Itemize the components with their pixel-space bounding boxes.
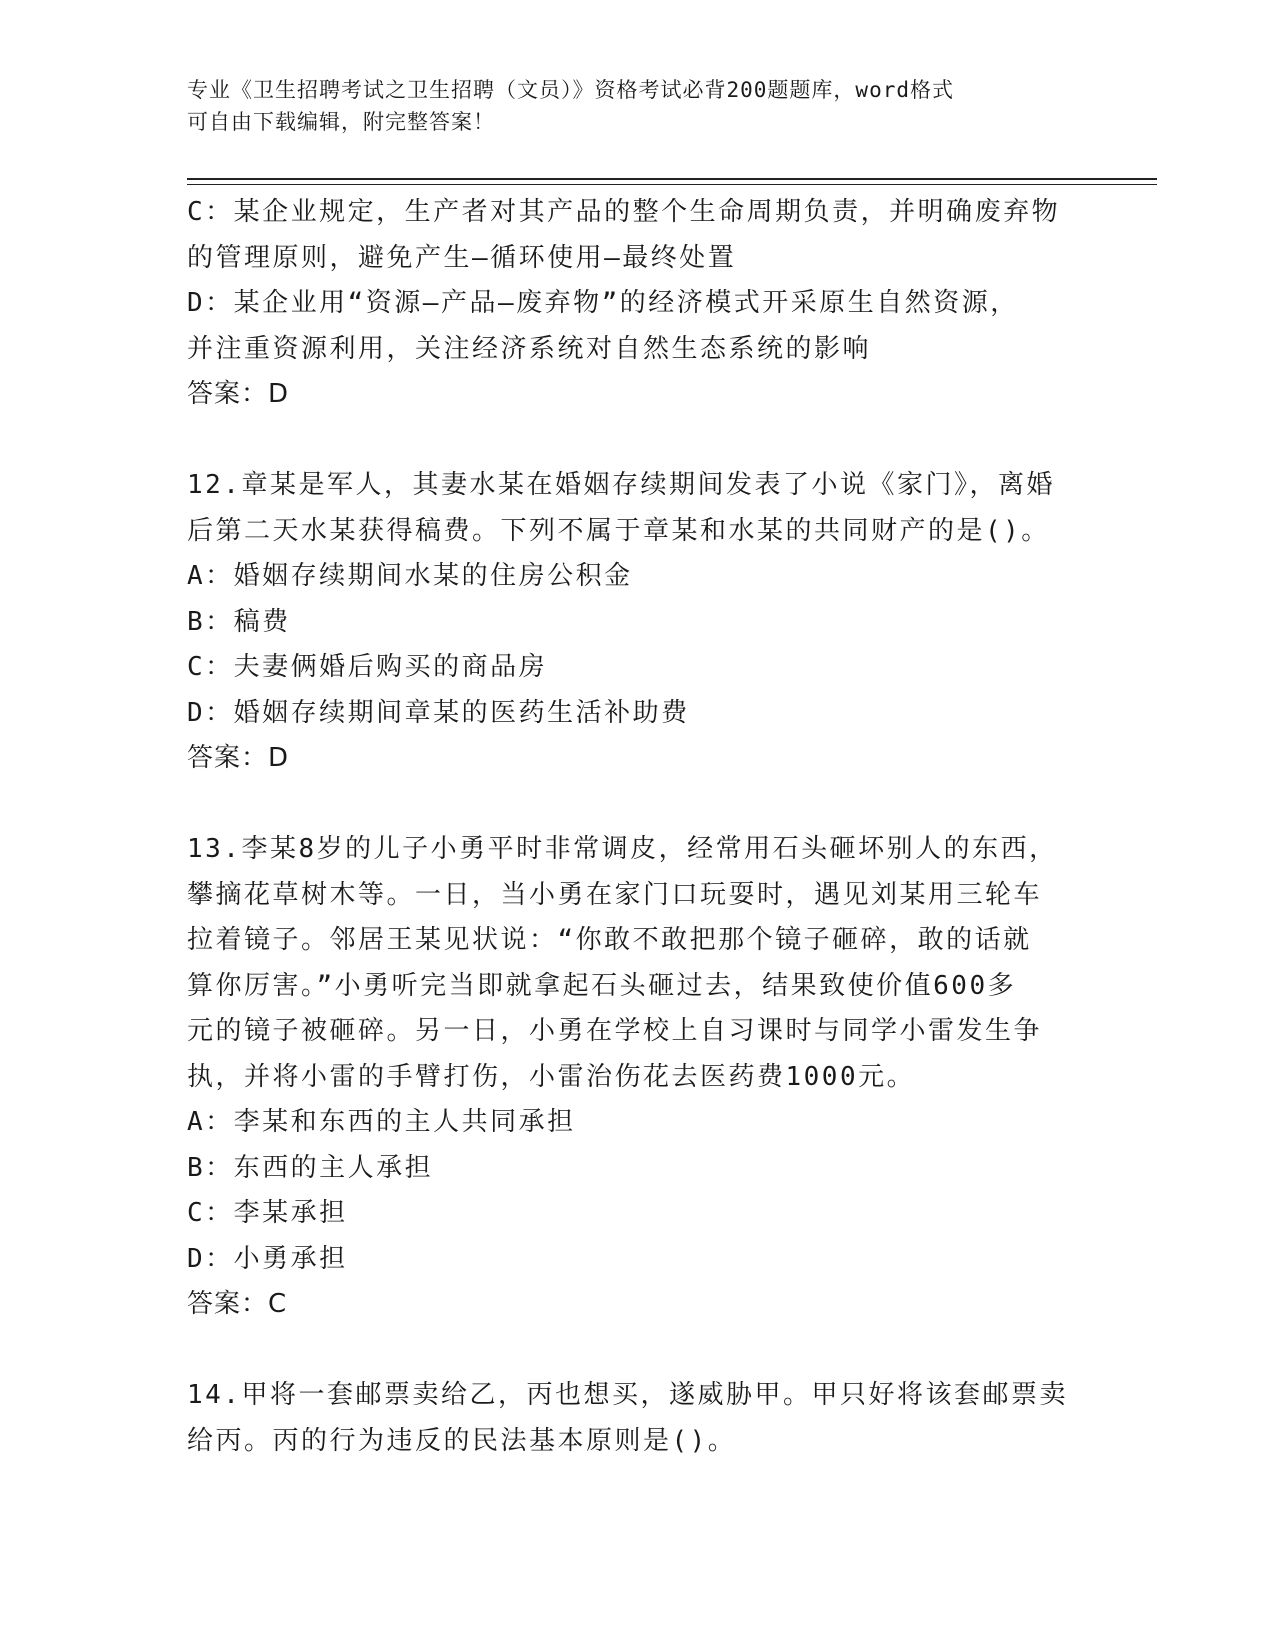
spacer bbox=[187, 418, 1087, 464]
question-stem-line-1: 12.章某是军人，其妻水某在婚姻存续期间发表了小说《家门》，离婚 bbox=[187, 470, 1055, 500]
option-b: B：东西的主人承担 bbox=[187, 1152, 434, 1183]
question-11-continued bbox=[187, 190, 1087, 418]
answer-line: 答案：C bbox=[187, 1289, 288, 1319]
question-13 bbox=[187, 827, 1087, 1328]
option-c: C：夫妻俩婚后购买的商品房 bbox=[187, 652, 548, 682]
spacer bbox=[187, 1328, 1087, 1374]
option-a: A：李某和东西的主人共同承担 bbox=[187, 1107, 576, 1137]
answer-line: 答案：D bbox=[187, 743, 290, 773]
answer-line: 答案：D bbox=[187, 379, 290, 409]
question-stem-line-5: 元的镜子被砸碎。另一日，小勇在学校上自习课时与同学小雷发生争 bbox=[187, 1016, 1043, 1046]
option-c: C：李某承担 bbox=[187, 1198, 348, 1228]
document-header bbox=[187, 74, 1087, 138]
option-d-line-2: 并注重资源利用，关注经济系统对自然生态系统的影响 bbox=[187, 333, 872, 364]
question-14 bbox=[187, 1373, 1087, 1464]
option-d-line-1: D：某企业用“资源—产品—废弃物”的经济模式开采原生自然资源， bbox=[187, 288, 1019, 318]
question-stem-line-6: 执，并将小雷的手臂打伤，小雷治伤花去医药费1000元。 bbox=[187, 1061, 916, 1092]
option-d: D：婚姻存续期间章某的医药生活补助费 bbox=[187, 697, 690, 728]
option-c-line-2: 的管理原则，避免产生—循环使用—最终处置 bbox=[187, 242, 737, 273]
header-title-line-2: 可自由下载编辑，附完整答案！ bbox=[187, 110, 495, 134]
option-a: A：婚姻存续期间水某的住房公积金 bbox=[187, 561, 633, 591]
question-stem-line-1: 14.甲将一套邮票卖给乙，丙也想买，遂威胁甲。甲只好将该套邮票卖 bbox=[187, 1380, 1068, 1410]
question-list bbox=[187, 190, 1087, 1464]
header-title-line-1: 专业《卫生招聘考试之卫生招聘（文员）》资格考试必背200题题库，word格式 bbox=[187, 78, 954, 102]
question-stem-line-3: 拉着镜子。邻居王某见状说：“你敢不敢把那个镜子砸碎，敢的话就 bbox=[187, 925, 1032, 955]
question-stem-line-1: 13.李某8岁的儿子小勇平时非常调皮，经常用石头砸坏别人的东西， bbox=[187, 834, 1058, 864]
header-divider-thick bbox=[187, 178, 1157, 180]
question-stem-line-4: 算你厉害。”小勇听完当即就拿起石头砸过去，结果致使价值600多 bbox=[187, 970, 1017, 1001]
option-c-line-1: C：某企业规定，生产者对其产品的整个生命周期负责，并明确废弃物 bbox=[187, 197, 1061, 227]
option-b: B：稿费 bbox=[187, 606, 291, 637]
option-d: D：小勇承担 bbox=[187, 1243, 348, 1274]
question-12 bbox=[187, 463, 1087, 782]
spacer bbox=[187, 782, 1087, 828]
header-divider-thin bbox=[187, 184, 1157, 185]
question-stem-line-2: 后第二天水某获得稿费。下列不属于章某和水某的共同财产的是()。 bbox=[187, 515, 1050, 546]
question-stem-line-2: 攀摘花草树木等。一日，当小勇在家门口玩耍时，遇见刘某用三轮车 bbox=[187, 879, 1043, 910]
question-stem-line-2: 给丙。丙的行为违反的民法基本原则是()。 bbox=[187, 1425, 737, 1456]
